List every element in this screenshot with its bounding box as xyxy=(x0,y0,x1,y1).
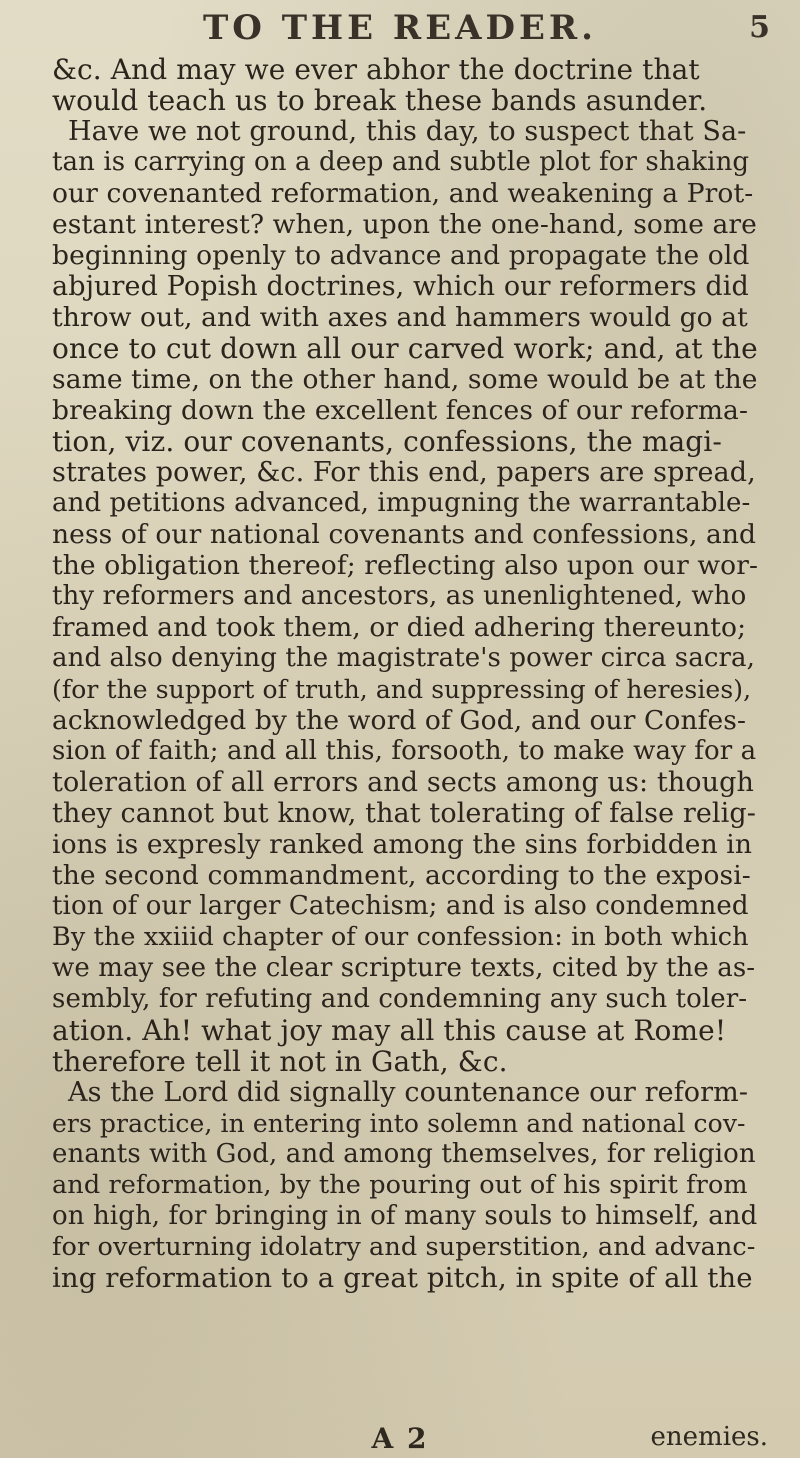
text-line: estant interest? when, upon the one-hand, some are xyxy=(52,209,757,240)
text-line: enants with God, and among themselves, for religion xyxy=(52,1139,756,1169)
text-line: tion, viz. our covenants, confessions, the magi- xyxy=(52,425,722,458)
text-line: and reformation, by the pouring out of his spirit from xyxy=(52,1170,748,1200)
text-line: same time, on the other hand, some would be at the xyxy=(52,364,758,395)
text-line: ing reformation to a great pitch, in spite of all the xyxy=(52,1262,753,1294)
text-line: and petitions advanced, impugning the warrantable- xyxy=(52,488,751,518)
text-line: By the xxiiid chapter of our confession: in both which xyxy=(52,922,749,952)
text-line: on high, for bringing in of many souls to himself, and xyxy=(52,1201,758,1231)
text-line: Have we not ground, this day, to suspect that Sa- xyxy=(68,116,747,147)
text-line: we may see the clear scripture texts, cited by the as- xyxy=(52,953,756,983)
text-line: ions is expresly ranked among the sins forbidden in xyxy=(52,829,753,860)
running-title: TO THE READER. xyxy=(203,8,597,48)
text-line: thy reformers and ancestors, as unenlightened, who xyxy=(52,581,747,611)
text-line: tion of our larger Catechism; and is also condemned xyxy=(52,891,749,921)
text-line: tan is carrying on a deep and subtle plot for shaking xyxy=(52,147,750,177)
text-line: would teach us to break these bands asunder. xyxy=(52,84,708,117)
text-line: ness of our national covenants and confessions, and xyxy=(52,519,757,550)
text-line: breaking down the excellent fences of our reforma- xyxy=(52,395,749,426)
text-line: As the Lord did signally countenance our reform- xyxy=(68,1077,749,1108)
text-line: ation. Ah! what joy may all this cause at Rome! xyxy=(52,1014,727,1047)
text-line: for overturning idolatry and superstition, and advanc- xyxy=(52,1232,756,1262)
text-line: abjured Popish doctrines, which our reformers did xyxy=(52,271,749,302)
text-line: the second commandment, according to the exposi- xyxy=(52,860,751,891)
catchword: enemies. xyxy=(650,1422,768,1452)
text-line: acknowledged by the word of God, and our Confes- xyxy=(52,705,747,736)
page-number: 5 xyxy=(749,10,770,45)
text-line: (for the support of truth, and suppressing of heresies), xyxy=(52,675,752,704)
text-line: therefore tell it not in Gath, &c. xyxy=(52,1045,508,1078)
text-line: &c. And may we ever abhor the doctrine that xyxy=(52,53,700,86)
text-line: they cannot but know, that tolerating of false relig- xyxy=(52,798,756,829)
text-line: ers practice, in entering into solemn and national cov- xyxy=(52,1109,746,1138)
text-line: framed and took them, or died adhering thereunto; xyxy=(52,612,747,643)
text-line: toleration of all errors and sects among us: though xyxy=(52,767,754,798)
text-line: beginning openly to advance and propagate the old xyxy=(52,240,750,271)
text-line: throw out, and with axes and hammers would go at xyxy=(52,302,748,333)
text-line: the obligation thereof; reflecting also upon our wor- xyxy=(52,550,759,581)
text-line: strates power, &c. For this end, papers are spread, xyxy=(52,457,756,488)
text-line: sembly, for refuting and condemning any such toler- xyxy=(52,984,748,1014)
running-head xyxy=(0,4,800,50)
text-line: once to cut down all our carved work; and, at the xyxy=(52,332,758,365)
body-text xyxy=(52,54,758,1294)
text-line: sion of faith; and all this, forsooth, to make way for a xyxy=(52,736,757,766)
signature-mark: A 2 xyxy=(371,1422,429,1455)
text-line: our covenanted reformation, and weakening a Prot- xyxy=(52,178,754,209)
text-line: and also denying the magistrate's power circa sacra, xyxy=(52,643,755,673)
